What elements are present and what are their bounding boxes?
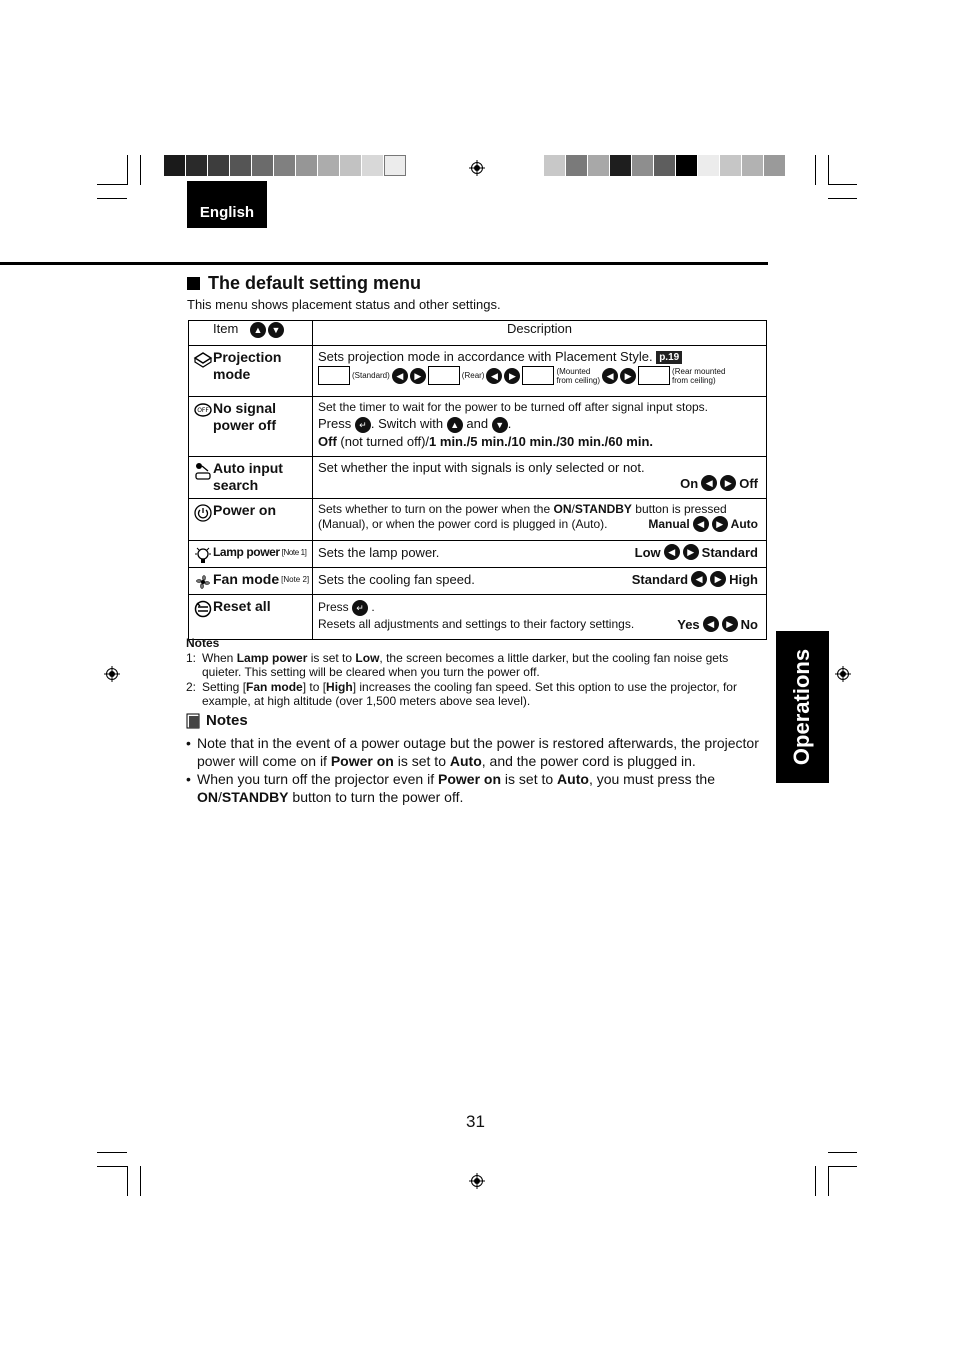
color-swatch: [632, 155, 654, 176]
table-row: [189, 397, 767, 457]
crop-mark: [828, 1152, 857, 1153]
crop-mark: [828, 198, 857, 199]
color-swatch: [610, 155, 632, 176]
option-right: High: [729, 571, 758, 587]
desc-text: (Manual), or when the power cord is plugged in (Auto).: [318, 517, 608, 531]
color-swatch: [164, 155, 186, 176]
note-text: Auto: [557, 771, 589, 787]
right-button-icon: ▶: [504, 368, 520, 384]
item-projection-mode: [189, 346, 313, 397]
desc-text: Sets the lamp power.: [318, 544, 440, 560]
fan-icon: [193, 572, 213, 592]
down-button-icon: ▼: [492, 417, 508, 433]
option-selector: [632, 571, 758, 587]
option-selector: [677, 616, 758, 632]
note-text: Power on: [330, 753, 394, 769]
crop-mark: [815, 155, 816, 185]
footnote-text: Low: [355, 650, 380, 665]
option-selector: [635, 544, 758, 560]
option-left: On: [680, 475, 699, 491]
language-tab: English: [187, 181, 267, 228]
table-row: [189, 457, 767, 499]
footnote-text: Lamp power: [236, 650, 308, 665]
left-button-icon: ◀: [664, 544, 680, 560]
enter-button-icon: ↵: [352, 600, 368, 616]
color-swatch: [340, 155, 362, 176]
color-swatch: [566, 155, 588, 176]
down-button-icon: ▼: [268, 322, 284, 338]
item-label: No signal: [213, 400, 277, 416]
color-swatch: [186, 155, 208, 176]
note-reference: [Note 2]: [281, 575, 310, 584]
left-button-icon: ◀: [693, 516, 709, 532]
svg-text:OFF: OFF: [197, 407, 209, 414]
item-no-signal-power-off: [189, 397, 313, 457]
desc-text: .: [371, 600, 375, 615]
crop-mark: [97, 184, 127, 185]
item-label: Projection: [213, 349, 282, 365]
crop-mark: [140, 155, 141, 185]
option-right: Off: [739, 475, 758, 491]
crop-mark: [127, 155, 128, 185]
color-swatch: [384, 155, 406, 176]
note-text: Power on: [438, 771, 502, 787]
operations-tab-label: Operations: [789, 648, 815, 766]
table-row: [189, 499, 767, 541]
registration-mark-icon: [469, 1173, 485, 1189]
color-swatch: [208, 155, 230, 176]
desc-text: button is pressed: [631, 502, 727, 516]
left-button-icon: ◀: [701, 475, 717, 491]
note-text: /: [218, 789, 222, 805]
item-label: Fan mode: [213, 571, 280, 587]
desc-power-on: [313, 499, 767, 541]
item-label: Auto input: [213, 460, 283, 476]
item-label: Reset all: [213, 598, 271, 614]
color-swatch: [588, 155, 610, 176]
footnote-text: When: [202, 650, 237, 665]
right-button-icon: ▶: [722, 616, 738, 632]
footnotes: [186, 636, 766, 709]
table-header-row: [189, 321, 767, 346]
table-row: [189, 568, 767, 595]
notes-heading: [186, 712, 771, 730]
option-right: Auto: [730, 517, 758, 531]
color-swatch: [318, 155, 340, 176]
note-text: , you must press the: [588, 771, 715, 787]
mode-label: (Mounted: [556, 366, 591, 376]
desc-reset-all: [313, 595, 767, 640]
color-swatch: [742, 155, 764, 176]
option-selector: [318, 475, 758, 491]
color-swatch: [720, 155, 742, 176]
table-row: [189, 595, 767, 640]
color-swatch: [252, 155, 274, 176]
note-bullet: • Note that in the event of a power outage but the power is restored afterwards, the projector power will come on if Power on is set to Auto, and the power cord is plugged in.: [186, 735, 759, 769]
desc-projection-mode: [313, 346, 767, 397]
option-selector: [648, 516, 758, 532]
ceiling-mode-icon: [522, 366, 554, 385]
crop-mark: [97, 1166, 127, 1167]
crop-mark: [97, 198, 127, 199]
registration-mark-icon: [835, 666, 851, 682]
mode-label: (Standard): [352, 371, 390, 381]
desc-text: (not turned off)/: [336, 433, 430, 449]
color-swatch: [654, 155, 676, 176]
desc-text: /: [571, 502, 575, 516]
color-swatch: [676, 155, 698, 176]
section-title-text: The default setting menu: [208, 273, 422, 293]
item-label: power off: [213, 417, 276, 433]
projection-mode-options: [318, 366, 758, 385]
note-text: button to turn the power off.: [288, 789, 464, 805]
option-left: Manual: [648, 517, 690, 531]
crop-mark: [828, 1166, 829, 1196]
option-off: Off: [318, 433, 337, 449]
footnote-text: ] increases the cooling fan speed. Set this option to use the projector, for example, at high altitude (over 1,500 meters above sea level).: [202, 679, 737, 708]
option-left: Low: [634, 544, 661, 560]
colorbar-right: [544, 155, 786, 176]
footnote-number: 1:: [186, 650, 197, 665]
desc-text: Sets the cooling fan speed.: [318, 571, 475, 587]
left-button-icon: ◀: [392, 368, 408, 384]
registration-mark-icon: [469, 160, 485, 176]
item-header-label: Item: [213, 321, 239, 336]
registration-mark-icon: [104, 666, 120, 682]
item-label: search: [213, 477, 259, 493]
desc-text: .: [507, 416, 512, 431]
lamp-icon: [193, 545, 213, 565]
note-text: ON: [197, 789, 218, 805]
item-label: Power on: [213, 502, 277, 518]
note-reference: [Note 1]: [281, 548, 307, 557]
desc-fan-mode: [313, 568, 767, 595]
header-rule: [0, 262, 768, 265]
color-swatch: [230, 155, 252, 176]
desc-text: Press: [318, 600, 349, 615]
footnote-number: 2:: [186, 679, 197, 694]
enter-button-icon: ↵: [355, 417, 371, 433]
rear-mode-icon: [428, 366, 460, 385]
right-button-icon: ▶: [710, 571, 726, 587]
section-intro: This menu shows placement status and other settings.: [187, 297, 501, 312]
note-text: , and the power cord is plugged in.: [481, 753, 696, 769]
timer-icon: [193, 401, 213, 421]
up-button-icon: ▲: [447, 417, 463, 433]
option-left: Yes: [677, 616, 700, 632]
notes-heading-text: Notes: [206, 712, 248, 729]
projector-icon: [193, 350, 213, 370]
footnote-text: ] to [: [302, 679, 327, 694]
color-swatch: [764, 155, 786, 176]
item-label: mode: [213, 366, 251, 382]
desc-text: Press: [318, 416, 352, 431]
desc-text: Sets projection mode in accordance with Placement Style.: [318, 349, 653, 364]
desc-text: . Switch with: [370, 416, 444, 431]
footnote-1: [186, 651, 766, 680]
footnote-text: , the screen becomes a little darker, but the cooling fan noise gets quieter. This setting will be cleared when you turn the power off.: [202, 650, 729, 679]
color-swatch: [362, 155, 384, 176]
note-text: Note that in the event of a power outage but the power is restored afterwards, the projector power will come on if: [197, 735, 759, 769]
note-text: STANDBY: [221, 789, 289, 805]
left-button-icon: ◀: [703, 616, 719, 632]
desc-text: ON: [553, 502, 572, 516]
note-text: Auto: [449, 753, 482, 769]
notes-section: [186, 712, 771, 806]
desc-text: Set whether the input with signals is only selected or not.: [318, 460, 645, 475]
crop-mark: [828, 155, 829, 185]
right-button-icon: ▶: [712, 516, 728, 532]
crop-mark: [127, 1166, 128, 1196]
footnote-2: [186, 680, 766, 709]
reset-icon: [193, 599, 213, 619]
item-lamp-power: [189, 541, 313, 568]
left-button-icon: ◀: [602, 368, 618, 384]
right-button-icon: ▶: [683, 544, 699, 560]
color-swatch: [274, 155, 296, 176]
desc-text: Set the timer to wait for the power to be turned off after signal input stops.: [318, 400, 708, 414]
power-icon: [193, 503, 213, 523]
right-button-icon: ▶: [720, 475, 736, 491]
footnote-text: Fan mode: [246, 679, 303, 694]
section-title: [187, 273, 421, 294]
standard-mode-icon: [318, 366, 350, 385]
item-auto-input-search: [189, 457, 313, 499]
color-swatch: [698, 155, 720, 176]
up-button-icon: ▲: [250, 322, 266, 338]
right-button-icon: ▶: [620, 368, 636, 384]
desc-no-signal-power-off: [313, 397, 767, 457]
crop-mark: [97, 1152, 127, 1153]
colorbar-left: [164, 155, 406, 176]
item-fan-mode: [189, 568, 313, 595]
desc-text: STANDBY: [574, 502, 632, 516]
note-text: is set to: [393, 753, 450, 769]
default-setting-table: [188, 320, 767, 640]
footnote-text: Setting [: [202, 679, 247, 694]
option-left: Standard: [631, 571, 689, 587]
note-icon: [186, 713, 200, 729]
page-number: 31: [466, 1112, 485, 1131]
crop-mark: [140, 1166, 141, 1196]
item-power-on: [189, 499, 313, 541]
crop-mark: [828, 1166, 857, 1167]
item-header: [189, 321, 313, 346]
item-reset-all: [189, 595, 313, 640]
crop-mark: [815, 1166, 816, 1196]
desc-text: and: [466, 416, 489, 431]
note-text: is set to: [501, 771, 558, 787]
desc-text: Resets all adjustments and settings to their factory settings.: [318, 617, 635, 631]
mode-label: from ceiling): [672, 375, 716, 385]
option-right: Standard: [701, 544, 758, 560]
note-bullet: • When you turn off the projector even if Power on is set to Auto, you must press the ON/STANDBY button to turn the power off.: [186, 771, 715, 805]
desc-text: Sets whether to turn on the power when the: [318, 502, 554, 516]
mode-label: from ceiling): [556, 375, 601, 385]
left-button-icon: ◀: [486, 368, 502, 384]
description-header: Description: [313, 321, 767, 346]
footnote-text: is set to: [307, 650, 356, 665]
operations-tab: [776, 631, 829, 783]
color-swatch: [296, 155, 318, 176]
footnote-text: High: [326, 679, 353, 694]
table-row: [189, 541, 767, 568]
table-row: [189, 346, 767, 397]
color-swatch: [544, 155, 566, 176]
square-bullet-icon: [187, 277, 200, 290]
page-ref-badge: p.19: [656, 351, 682, 364]
option-values: 1 min./5 min./10 min./30 min./60 min.: [429, 433, 654, 449]
right-button-icon: ▶: [410, 368, 426, 384]
desc-lamp-power: [313, 541, 767, 568]
input-search-icon: [193, 461, 213, 481]
note-text: When you turn off the projector even if: [197, 771, 438, 787]
crop-mark: [828, 184, 857, 185]
option-right: No: [740, 616, 758, 632]
rear-ceiling-mode-icon: [638, 366, 670, 385]
footnotes-heading: Notes: [186, 636, 220, 650]
mode-label: (Rear mounted: [672, 366, 726, 376]
desc-auto-input-search: [313, 457, 767, 499]
mode-label: (Rear): [461, 371, 485, 381]
item-label: Lamp power: [213, 545, 280, 559]
left-button-icon: ◀: [691, 571, 707, 587]
